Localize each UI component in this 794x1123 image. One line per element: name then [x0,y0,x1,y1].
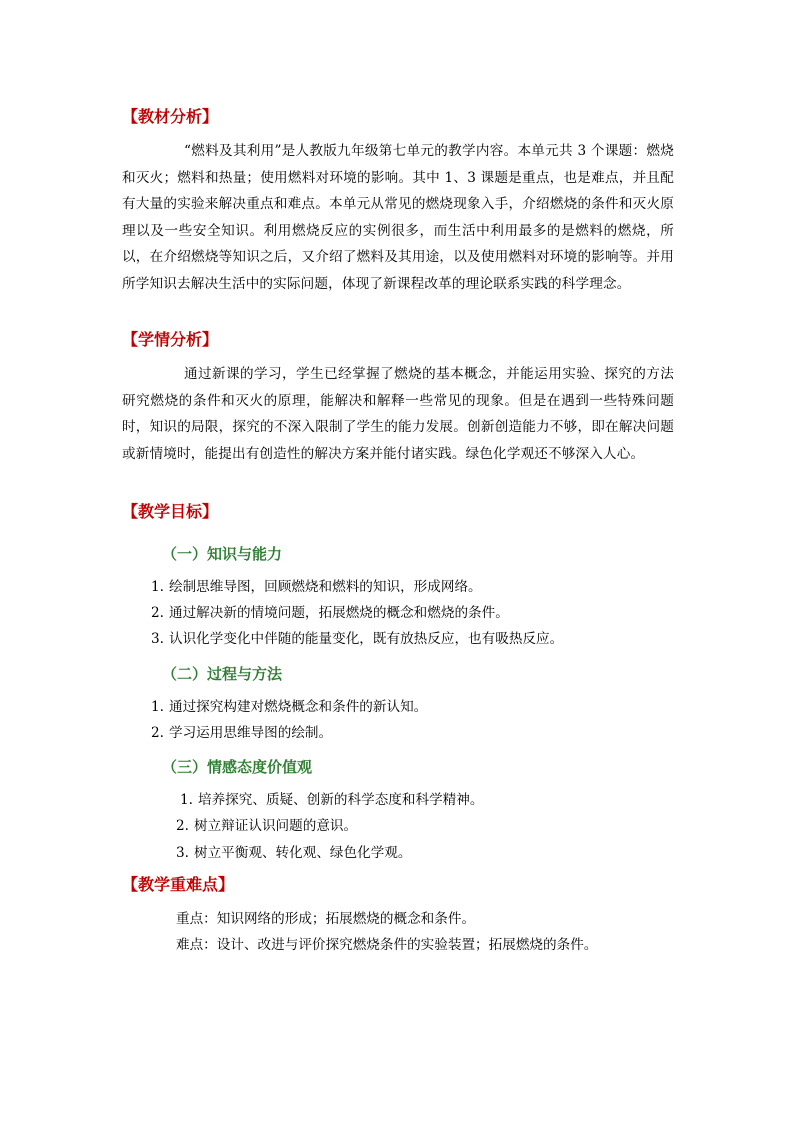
list-item-text: 认识化学变化中伴随的能量变化，既有放热反应，也有吸热反应。 [169,631,564,647]
list-item-text: 绘制思维导图，回顾燃烧和燃料的知识，形成网络。 [169,579,482,595]
list-item-number: 3. [151,631,164,647]
list-item-number: 2. [151,605,164,621]
student-analysis-heading: 【学情分析】 [122,330,219,349]
list-item [151,696,427,718]
knowledge-ability-heading: （一）知识与能力 [162,545,283,563]
list-item-text: 学习运用思维导图的绘制。 [169,725,333,741]
focus-point: 重点：知识网络的形成；拓展燃烧的概念和条件。 [176,911,476,927]
list-item [176,815,357,837]
attitude-values-heading: （三）情感态度价值观 [162,758,313,776]
list-item-number: 2. [176,818,189,834]
textbook-analysis-heading: 【教材分析】 [122,107,219,126]
list-item-number: 1. [151,699,164,715]
list-item-number: 1. [180,792,193,808]
list-item [151,628,563,650]
list-item-text: 通过解决新的情境问题，拓展燃烧的概念和燃烧的条件。 [169,605,509,621]
list-item [151,722,332,744]
list-item [176,842,412,864]
list-item-text: 树立平衡观、转化观、绿色化学观。 [194,845,412,861]
difficult-point: 难点：设计、改进与评价探究燃烧条件的实验装置；拓展燃烧的条件。 [176,937,598,953]
list-item [180,789,483,811]
list-item-number: 3. [176,845,189,861]
list-item-text: 通过探究构建对燃烧概念和条件的新认知。 [169,699,428,715]
key-difficult-points-heading: 【教学重难点】 [122,875,235,894]
list-item-text: 培养探究、质疑、创新的科学态度和科学精神。 [198,792,484,808]
student-analysis-body: 通过新课的学习，学生已经掌握了燃烧的基本概念，并能运用实验、探究的方法研究燃烧的条件和灭火的原理，能解决和解释一些常见的现象。但是在遇到一些特殊问题时，知识的局限，探究的不深入限制了学生的能力发展。创新创造能力不够，即在解决问题或新情境时，能提出有创造性的解决方案并能付诸实践。绿色化学观还不够深入人心。 [122,366,674,462]
teaching-goals-heading: 【教学目标】 [122,502,219,521]
list-item-number: 2. [151,725,164,741]
process-method-heading: （二）过程与方法 [162,665,283,683]
list-item-text: 树立辩证认识问题的意识。 [194,818,358,834]
textbook-analysis-body: “燃料及其利用”是人教版九年级第七单元的教学内容。本单元共 3 个课题：燃烧和灭火；燃料和热量；使用燃料对环境的影响。其中 1、3 课题是重点，也是难点，并且配有大量的实验来解决重点和难点。本单元从常见的燃烧现象入手，介绍燃烧的条件和灭火原理以及一些安全知识。利用燃烧反应的实例很多，而生活中利用最多的是燃料的燃烧，所以，在介绍燃烧等知识之后，又介绍了燃料及其用途，以及使用燃料对环境的影响等。并用所学知识去解决生活中的实际问题，体现了新课程改革的理论联系实践的科学理念。 [122,143,674,292]
list-item [151,602,509,624]
list-item-number: 1. [151,579,164,595]
list-item [151,576,482,598]
